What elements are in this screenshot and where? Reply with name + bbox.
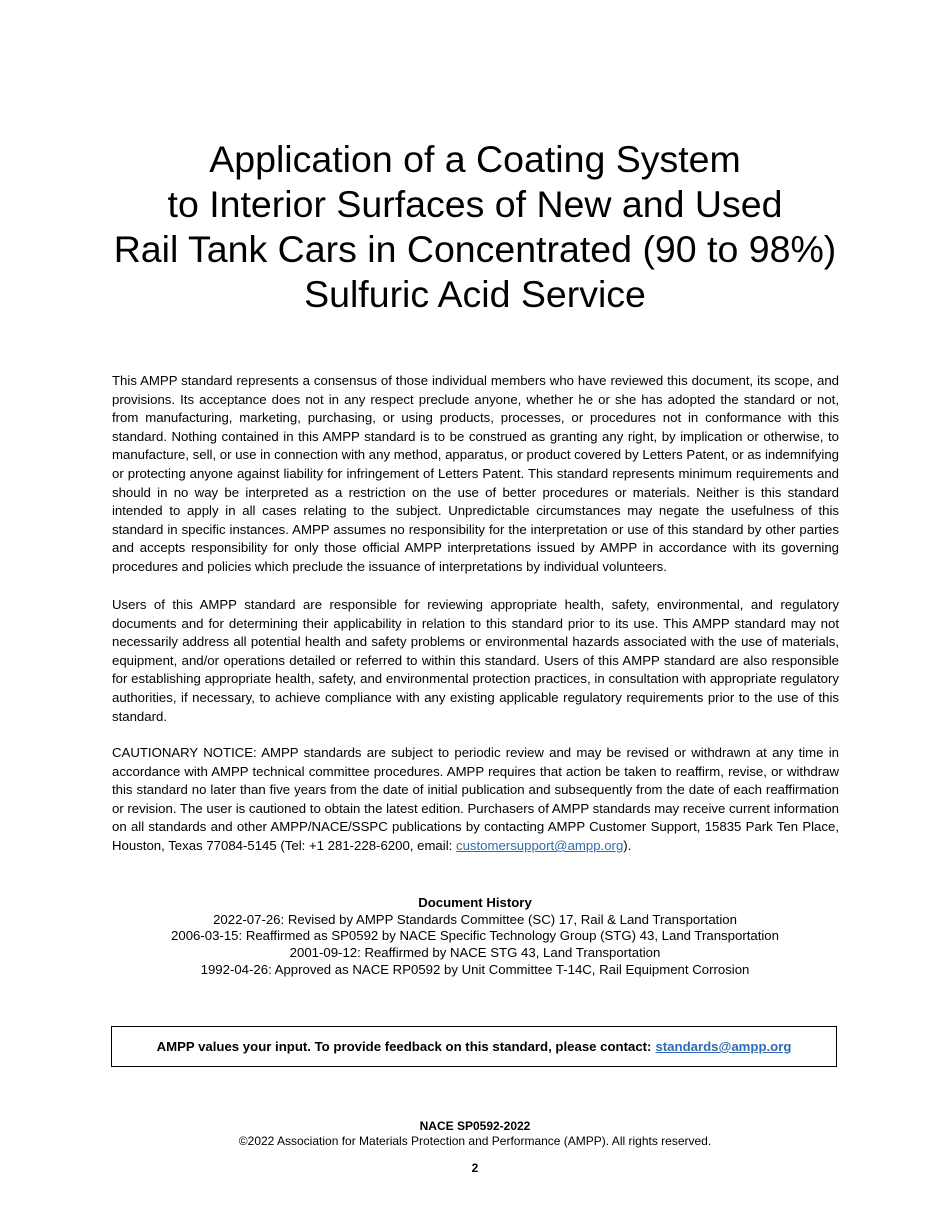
title-line-3: Rail Tank Cars in Concentrated (90 to 98%) [113,228,837,270]
page-number: 2 [471,1161,479,1175]
title-line-2: to Interior Surfaces of New and Used [167,183,783,225]
page-footer [60,1119,890,1176]
feedback-box [111,1026,837,1067]
history-entry: 2001-09-12: Reaffirmed by NACE STG 43, Land Transportation [289,945,661,961]
customer-support-email-link[interactable]: customersupport@ampp.org [455,837,624,853]
cautionary-notice-end: ). [623,837,632,853]
users-responsibility-paragraph: Users of this AMPP standard are responsible for reviewing appropriate health, safety, environmental, and regulatory documents and for determining their applicability in relation to this standard prior to its use. This AMPP standard may not necessarily address all potential health and safety problems or environmental hazards associated with the use of materials, equipment, and/or operations detailed or referred to within this standard. Users of this AMPP standard are also responsible for establishing appropriate health, safety, and environmental protection practices, in consultation with appropriate regulatory authorities, if necessary, to achieve compliance with any existing applicable regulatory requirements prior to the use of this standard. [112,597,839,724]
history-entry: 2022-07-26: Revised by AMPP Standards Committee (SC) 17, Rail & Land Transportation [213,911,737,927]
document-history-title: Document History [418,895,532,910]
cautionary-notice-text: CAUTIONARY NOTICE: AMPP standards are subject to periodic review and may be revised or withdrawn at any time in accordance with AMPP technical committee procedures. AMPP requires that action be taken to reaffirm, revise, or withdraw this standard no later than five years from the date of initial publication and subsequently from the date of each reaffirmation or revision. The user is cautioned to obtain the latest edition. Purchasers of AMPP standards may receive current information on all standards and other AMPP/NACE/SSPC publications by contacting AMPP Customer Support, 15835 Park Ten Place, Houston, Texas 77084-5145 (Tel: +1 281-228-6200, email: [112,745,839,853]
cautionary-notice-paragraph [112,744,839,856]
feedback-email-link[interactable]: standards@ampp.org [655,1039,792,1054]
history-entry: 1992-04-26: Approved as NACE RP0592 by Unit Committee T-14C, Rail Equipment Corrosion [200,961,750,977]
document-history [60,895,890,979]
consensus-paragraph: This AMPP standard represents a consensus of those individual members who have reviewed this document, its scope, and provisions. Its acceptance does not in any respect preclude anyone, whether he or she has adopted the standard or not, from manufacturing, marketing, purchasing, or using products, processes, or procedures not in conformance with this standard. Nothing contained in this AMPP standard is to be construed as granting any right, by implication or otherwise, to manufacture, sell, or use in connection with any method, apparatus, or product covered by Letters Patent, or as indemnifying or protecting anyone against liability for infringement of Letters Patent. This standard represents minimum requirements and should in no way be interpreted as a restriction on the use of better procedures or materials. Neither is this standard intended to apply in all cases relating to the subject. Unpredictable circumstances may negate the usefulness of this standard in specific instances. AMPP assumes no responsibility for the interpretation or use of this standard by other parties and accepts responsibility for only those official AMPP interpretations issued by AMPP in accordance with its governing procedures and policies which preclude the issuance of interpretations by individual volunteers. [112,373,839,574]
title-line-4: Sulfuric Acid Service [304,273,646,315]
feedback-text: AMPP values your input. To provide feedback on this standard, please contact: [156,1039,652,1054]
document-id: NACE SP0592-2022 [419,1119,531,1133]
copyright-notice: ©2022 Association for Materials Protection and Performance (AMPP). All rights reserved. [238,1134,712,1148]
history-entry: 2006-03-15: Reaffirmed as SP0592 by NACE Specific Technology Group (STG) 43, Land Transportation [171,928,779,944]
title-line-1: Application of a Coating System [209,138,741,180]
document-title [60,137,890,317]
